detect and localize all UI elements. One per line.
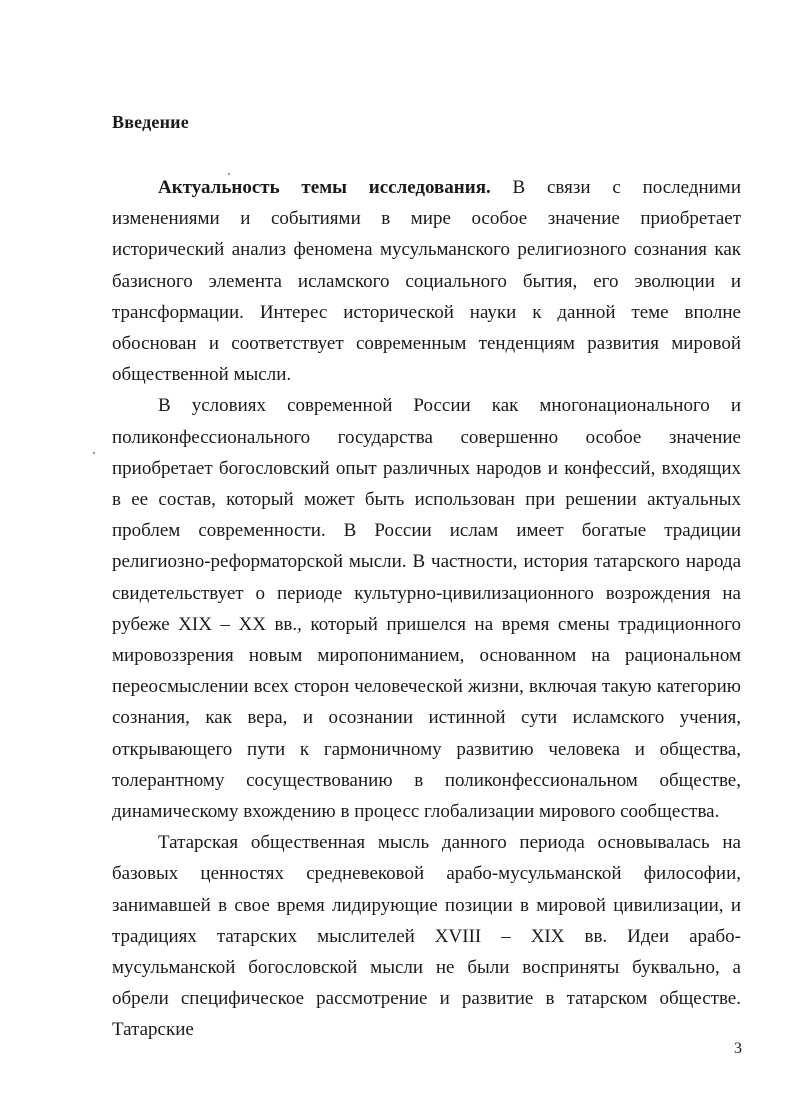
paragraph-russia-context [112, 390, 741, 827]
page-number: 3 [734, 1040, 742, 1057]
paragraph-text: В условиях современной России как многонационального и поликонфессионального государства совершенно особое значение приобретает богословский опыт различных народов и конфессий, входящих в ее состав, который может быть использован при решении актуальных проблем современности. В России ислам имеет богатые традиции религиозно-реформаторской мысли. В частности, история татарского народа свидетельствует о периоде культурно-цивилизационного возрождения на рубеже XIX – XX вв., который пришелся на время смены традиционного мировоззрения новым миропониманием, основанном на рациональном переосмыслении всех сторон человеческой жизни, включая такую категорию сознания, как вера, и осознании истинной сути исламского учения, открывающего пути к гармоничному развитию человека и общества, толерантному сосуществованию в поликонфессиональном обществе, динамическому вхождению в процесс глобализации мирового сообщества. [112, 395, 741, 823]
section-heading: Введение [112, 112, 189, 132]
paragraph-text: В связи с последними изменениями и событиями в мире особое значение приобретает исторический анализ феномена мусульманского религиозного сознания как базисного элемента исламского социального бытия, его эволюции и трансформации. Интерес исторической науки к данной теме вполне обоснован и соответствует современным тенденциям развития мировой общественной мысли. [112, 177, 742, 386]
paragraph-text: Татарская общественная мысль данного периода основывалась на базовых ценностях средневековой арабо-мусульманской философии, занимавшей в свое время лидирующие позиции в мировой цивилизации, и традициях татарских мыслителей XVIII – XIX вв. Идеи арабо-мусульманской богословской мысли не были восприняты буквально, а обрели специфическое рассмотрение и развитие в татарском обществе. Татарские [112, 832, 741, 1041]
paragraph-tatar-thought [112, 827, 741, 1045]
paragraph-relevance [112, 172, 741, 390]
scan-speck [93, 452, 95, 454]
paragraph-lead: Актуальность темы исследования. [158, 177, 491, 198]
body-text [112, 172, 741, 1046]
